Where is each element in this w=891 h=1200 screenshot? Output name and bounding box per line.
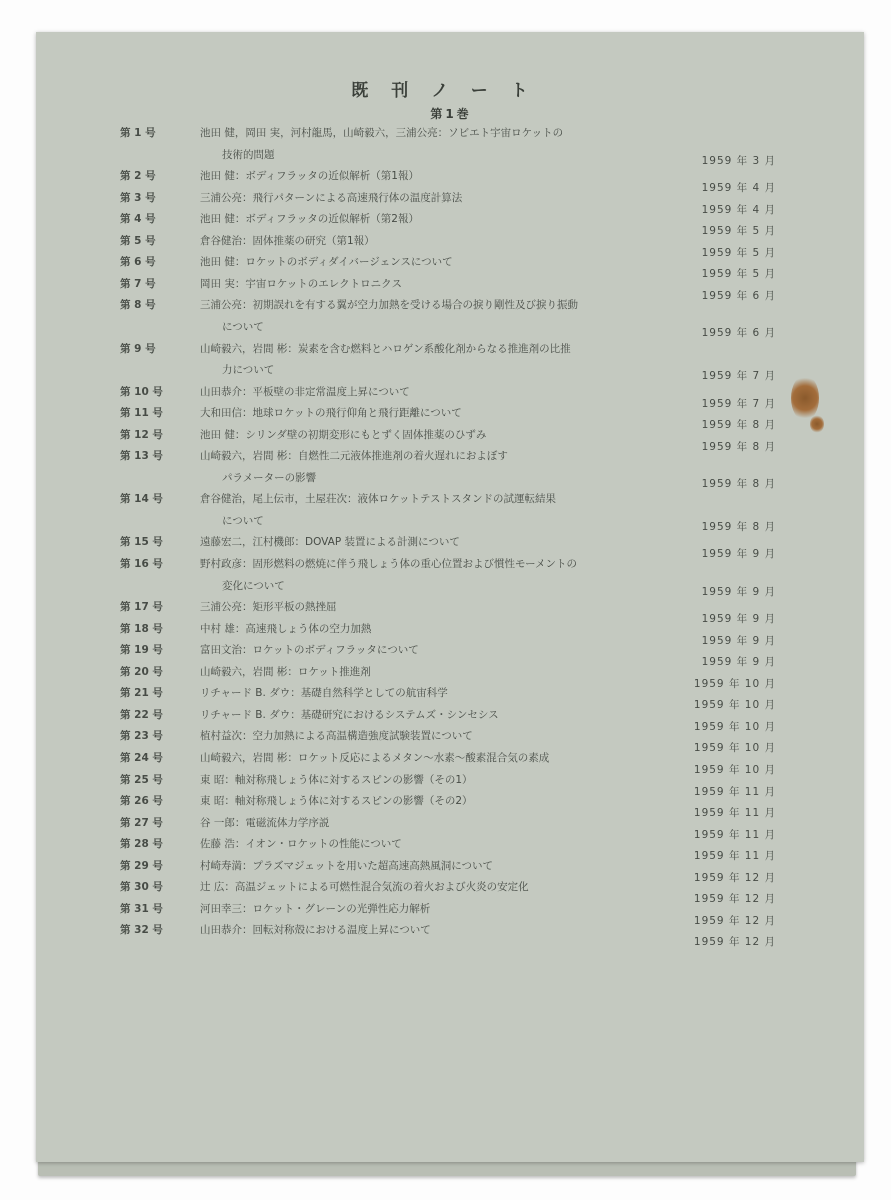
- entry-date: 1959 年 4 月: [701, 182, 776, 195]
- entry-title: 山田恭介：回転対称殻における温度上昇について: [200, 924, 431, 937]
- rust-stain-small: [810, 415, 824, 433]
- entry-date: 1959 年 4 月: [701, 203, 776, 216]
- entry-number: 第 10 号: [120, 385, 163, 398]
- entry-date: 1959 年 7 月: [701, 397, 776, 410]
- entry-title-continued: パラメーターの影響: [222, 471, 317, 484]
- entry-date: 1959 年 12 月: [693, 893, 776, 906]
- entry-title: リチャード B. ダウ：基礎自然科学としての航宙科学: [200, 687, 448, 700]
- entry-title: 遠藤宏二，江村機郎：DOVAP 装置による計測について: [200, 536, 460, 549]
- entry-number: 第 1 号: [120, 127, 156, 139]
- entry-title: 山田恭介：平板壁の非定常温度上昇について: [200, 385, 410, 398]
- entry-title: 三浦公亮：矩形平板の熱挫屈: [200, 601, 337, 614]
- entry-date: 1959 年 6 月: [701, 289, 776, 302]
- entry-title: 三浦公亮：飛行パターンによる高速飛行体の温度計算法: [200, 191, 463, 204]
- entry-number: 第 27 号: [120, 816, 163, 829]
- entry-date: 1959 年 8 月: [701, 520, 776, 533]
- entry-number: 第 2 号: [120, 170, 156, 183]
- entry-date: 1959 年 5 月: [701, 268, 776, 281]
- entry-number: 第 28 号: [120, 838, 163, 851]
- entry-date: 1959 年 10 月: [693, 763, 776, 776]
- entry-number: 第 26 号: [120, 795, 163, 808]
- entry-title: 池田 健：ボディフラッタの近似解析（第2報）: [200, 213, 419, 226]
- entry-number: 第 18 号: [120, 622, 163, 635]
- entry-number: 第 12 号: [120, 428, 163, 441]
- entry-title: 河田幸三：ロケット・グレーンの光弾性応力解析: [200, 902, 431, 915]
- entry-title: 谷 一郎：電磁流体力学序説: [200, 816, 330, 829]
- entry-title: 山崎毅六，岩間 彬：ロケット反応によるメタン〜水素〜酸素混合気の素成: [200, 751, 550, 764]
- entry-date: 1959 年 11 月: [693, 807, 776, 820]
- entry-title: 山崎毅六，岩間 彬：ロケット推進剤: [200, 665, 371, 678]
- entry-number: 第 32 号: [120, 924, 163, 937]
- entry-number: 第 5 号: [120, 234, 156, 247]
- entry-date: 1959 年 11 月: [693, 850, 776, 863]
- entry-date: 1959 年 11 月: [693, 785, 776, 798]
- entry-number: 第 14 号: [120, 493, 163, 506]
- entry-date: 1959 年 10 月: [693, 742, 776, 755]
- entry-title: 植村益次：空力加熱による高温構造強度試験装置について: [200, 730, 473, 743]
- entry-title: 岡田 実：宇宙ロケットのエレクトロニクス: [200, 277, 402, 290]
- entry-title: 佐藤 浩：イオン・ロケットの性能について: [200, 838, 402, 851]
- entry-date: 1959 年 8 月: [701, 419, 776, 432]
- entry-number: 第 7 号: [120, 277, 156, 290]
- entry-date: 1959 年 10 月: [693, 699, 776, 712]
- entry-number: 第 30 号: [120, 881, 163, 894]
- entry-number: 第 6 号: [120, 256, 156, 269]
- entry-number: 第 9 号: [120, 342, 156, 355]
- entry-title: 東 昭：軸対称飛しょう体に対するスピンの影響（その2）: [200, 795, 473, 808]
- entry-number: 第 17 号: [120, 601, 163, 614]
- entry-date: 1959 年 7 月: [701, 370, 776, 383]
- entry-number: 第 20 号: [120, 665, 163, 678]
- entry-title: リチャード B. ダウ：基礎研究におけるシステムズ・シンセシス: [200, 708, 499, 721]
- entry-number: 第 4 号: [120, 213, 156, 226]
- entry-title: 池田 健：ボディフラッタの近似解析（第1報）: [200, 170, 419, 183]
- document-page: [36, 32, 864, 1162]
- entry-date: 1959 年 5 月: [701, 225, 776, 238]
- entry-title-continued: について: [222, 514, 264, 527]
- entry-title-continued: 技術的問題: [222, 148, 275, 161]
- entry-number: 第 23 号: [120, 730, 163, 743]
- entry-title: 倉谷健治：固体推薬の研究（第1報）: [200, 234, 375, 247]
- entry-title: 東 昭：軸対称飛しょう体に対するスピンの影響（その1）: [200, 773, 473, 786]
- entry-date: 1959 年 9 月: [701, 548, 776, 561]
- entry-number: 第 22 号: [120, 708, 163, 721]
- entry-number: 第 24 号: [120, 751, 163, 764]
- entry-title: 三浦公亮：初期誤れを有する翼が空力加熱を受ける場合の捩り剛性及び捩り振動: [200, 299, 578, 312]
- entry-number: 第 13 号: [120, 450, 163, 463]
- entry-date: 1959 年 10 月: [693, 720, 776, 733]
- entry-date: 1959 年 12 月: [693, 936, 776, 949]
- entry-title: 大和田信：地球ロケットの飛行仰角と飛行距離について: [200, 407, 462, 420]
- entry-title: 辻 広：高温ジェットによる可燃性混合気流の着火および火炎の安定化: [200, 881, 529, 894]
- entry-number: 第 19 号: [120, 644, 163, 657]
- entry-date: 1959 年 9 月: [701, 656, 776, 669]
- entry-title: 富田文治：ロケットのボディフラッタについて: [200, 644, 419, 657]
- entry-title: 池田 健：ロケットのボディダイバージェンスについて: [200, 256, 453, 269]
- entry-date: 1959 年 8 月: [701, 440, 776, 453]
- entry-date: 1959 年 6 月: [701, 326, 776, 339]
- entry-date: 1959 年 3 月: [701, 154, 776, 167]
- entry-title-continued: 変化について: [222, 579, 285, 592]
- entry-number: 第 25 号: [120, 773, 163, 786]
- entry-number: 第 29 号: [120, 859, 163, 872]
- entry-number: 第 3 号: [120, 191, 156, 204]
- entry-title: 山崎毅六，岩間 彬：炭素を含む燃料とハロゲン系酸化剤からなる推進剤の比推: [200, 342, 571, 355]
- entry-title: 野村政彦：固形燃料の燃焼に伴う飛しょう体の重心位置および慣性モーメントの: [200, 558, 578, 570]
- volume-heading: 第1巻: [430, 107, 472, 121]
- entry-title: 村崎寿満：プラズマジェットを用いた超高速高熱風洞について: [200, 859, 494, 872]
- entry-date: 1959 年 11 月: [693, 828, 776, 841]
- entry-date: 1959 年 8 月: [701, 477, 776, 490]
- entry-title-continued: 力について: [222, 364, 275, 377]
- entry-number: 第 31 号: [120, 902, 163, 915]
- entry-number: 第 11 号: [120, 407, 163, 420]
- entry-number: 第 8 号: [120, 299, 156, 312]
- rust-stain: [791, 375, 819, 421]
- entry-title-continued: について: [222, 320, 264, 333]
- entry-number: 第 15 号: [120, 536, 163, 549]
- entry-date: 1959 年 9 月: [701, 634, 776, 647]
- entry-date: 1959 年 10 月: [693, 677, 776, 690]
- entry-title: 池田 健：シリンダ壁の初期変形にもとずく固体推薬のひずみ: [200, 428, 487, 441]
- entry-date: 1959 年 9 月: [701, 585, 776, 598]
- entry-date: 1959 年 12 月: [693, 914, 776, 927]
- page-title: 既刊ノート: [351, 81, 551, 101]
- entry-title: 山崎毅六，岩間 彬：自燃性二元液体推進剤の着火遅れにおよぼす: [200, 450, 508, 463]
- entry-date: 1959 年 5 月: [701, 246, 776, 259]
- entry-date: 1959 年 9 月: [701, 613, 776, 626]
- entry-title: 倉谷健治，尾上伝市，土屋荘次：液体ロケットテストスタンドの試運転結果: [200, 493, 556, 506]
- entry-title: 池田 健，岡田 実，河村龍馬，山崎毅六，三浦公亮：ソビエト宇宙ロケットの: [200, 127, 564, 139]
- entry-number: 第 16 号: [120, 558, 163, 570]
- entry-title: 中村 雄：高速飛しょう体の空力加熱: [200, 622, 372, 635]
- entry-number: 第 21 号: [120, 687, 163, 700]
- entry-date: 1959 年 12 月: [693, 871, 776, 884]
